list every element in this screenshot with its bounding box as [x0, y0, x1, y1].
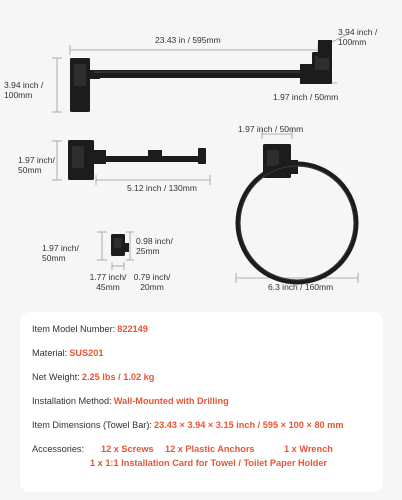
spec-card: [20, 312, 383, 492]
spec-accessories-label: Accessories:: [32, 444, 85, 454]
spec-weight-value: 2.25 lbs / 1.02 kg: [81, 372, 155, 382]
hook-depth-label: 0.98 inch/ 25mm: [136, 236, 173, 256]
accessory-screws: 12 x Screws: [101, 444, 154, 454]
hook-height-label: 1.97 inch/ 50mm: [42, 243, 79, 263]
spec-installation: Installation Method: Wall-Mounted with Drilling: [32, 396, 229, 406]
ring-loop: [238, 164, 356, 282]
ring-width-label: 6.3 inch / 160mm: [268, 282, 334, 292]
hook-knob: [121, 243, 129, 252]
accessory-wrench: 1 x Wrench: [284, 444, 333, 454]
spec-material: Material: SUS201: [32, 348, 104, 358]
spec-dimensions-value: 23.43 × 3.94 × 3.15 inch / 595 × 100 × 80 mm: [153, 420, 344, 430]
hook-width-label: 1.77 inch/ 45mm: [89, 272, 127, 292]
spec-dimensions: Item Dimensions (Towel Bar): 23.43 × 3.94 × 3.15 inch / 595 × 100 × 80 mm: [32, 420, 344, 430]
accessory-installation-card: 1 x 1:1 Installation Card for Towel / Toilet Paper Holder: [90, 458, 328, 468]
ring-base-label: 1.97 inch / 50mm: [238, 124, 304, 134]
towel-bar-depth-label: 3.94 inch / 100mm: [338, 27, 378, 47]
paper-holder-height-label: 1.97 inch/ 50mm: [18, 155, 55, 175]
towel-bar-height-label: 3.94 inch / 100mm: [4, 80, 44, 100]
spec-material-value: SUS201: [69, 348, 104, 358]
spec-model-value: 822149: [117, 324, 148, 334]
towel-bar-rod: [92, 70, 316, 78]
spec-weight: Net Weight: 2.25 lbs / 1.02 kg: [32, 372, 155, 382]
towel-bar-base-label: 1.97 inch / 50mm: [273, 92, 339, 102]
robe-hook: [97, 232, 134, 270]
toilet-paper-holder: [52, 140, 210, 185]
spec-installation-value: Wall-Mounted with Drilling: [113, 396, 229, 406]
paper-holder-length-label: 5.12 inch / 130mm: [127, 183, 197, 193]
towel-bar-length-label: 23.43 in / 595mm: [155, 35, 221, 45]
hook-projection-label: 0.79 inch/ 20mm: [133, 272, 171, 292]
towel-ring: [236, 129, 358, 283]
accessory-anchors: 12 x Plastic Anchors: [165, 444, 255, 454]
spec-model: Item Model Number: 822149: [32, 324, 148, 334]
